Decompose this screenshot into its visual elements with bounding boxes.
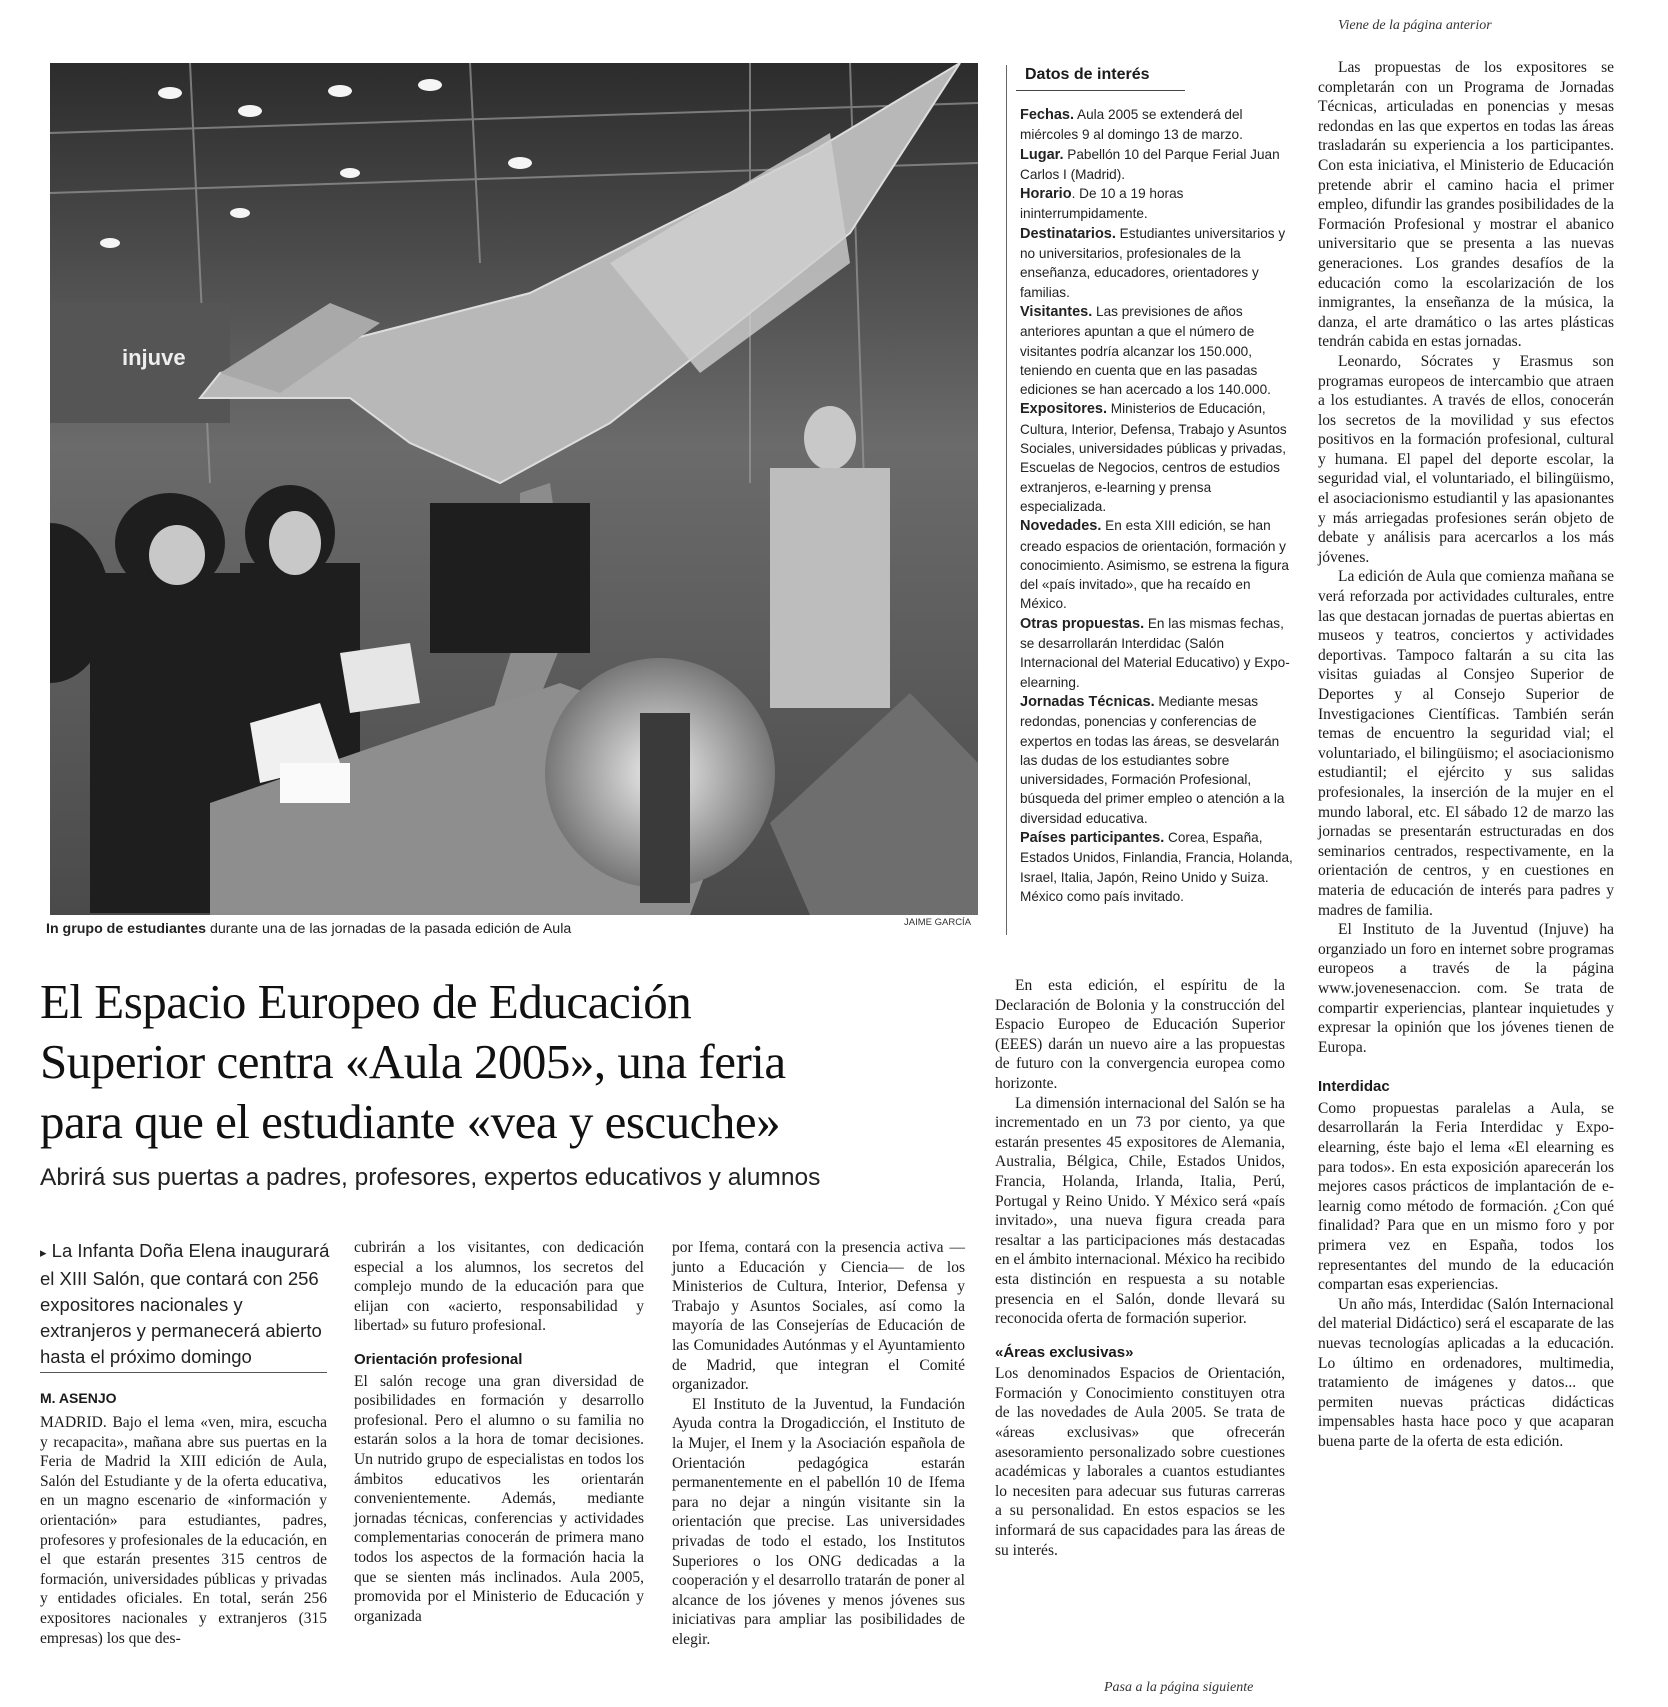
datos-entry-text: Aula 2005 se extenderá del miércoles 9 al domingo 13 de marzo.: [1020, 107, 1243, 143]
datos-entry-label: Destinatarios.: [1020, 225, 1116, 242]
bullet-icon: ▸: [40, 1245, 47, 1260]
col5-paragraph-5: Como propuestas paralelas a Aula, se desarrollarán la Feria Interdidac y Expo-elearning, éste bajo el lema «El elearning es para todos». En esta exposición aparecerán los mejores casos prácticos de implantación de e-learnig como método de formación. ¿Con qué finalidad? Para que en un mismo foro y por primera vez en España, todos los representantes del mundo de la educación compartan esas experiencias.: [1318, 1099, 1614, 1294]
lead-summary: [40, 1238, 330, 1370]
headline: [40, 972, 990, 1152]
datos-entry-text: Las previsiones de años anteriores apuntan a que el número de visitantes podría alcanzar los 150.000, teniendo en cuenta que en las pasadas ediciones se han acercado a los 140.000.: [1020, 303, 1271, 398]
datos-title: Datos de interés: [1016, 64, 1185, 91]
datos-entry: [1020, 105, 1296, 145]
continued-from-label: Viene de la página anterior: [1338, 18, 1492, 33]
continued-to-label: Pasa a la página siguiente: [1104, 1680, 1254, 1695]
datos-list: [1016, 105, 1296, 906]
col4-subheading: «Áreas exclusivas»: [995, 1343, 1134, 1361]
photo-credit: JAIME GARCÍA: [904, 917, 972, 928]
datos-entry-text: Ministerios de Educación, Cultura, Interior, Defensa, Trabajo y Asuntos Sociales, universidades públicas y privadas, Escuelas de Negocios, centros de estudios extranjeros, e-learning y prensa especializada.: [1020, 401, 1287, 514]
datos-entry-label: Visitantes.: [1020, 303, 1093, 320]
datos-entry-label: Novedades.: [1020, 518, 1102, 535]
datos-entry-text: Mediante mesas redondas, ponencias y conferencias de expertos en todas las áreas, se desvelarán las dudas de los estudiantes sobre universidades, Formación Profesional, búsqueda del primer empleo o atención a la diversidad educativa.: [1020, 693, 1285, 826]
col5-subheading: Interdidac: [1318, 1078, 1390, 1096]
datos-entry: [1020, 692, 1296, 828]
article-column-2: [354, 1238, 644, 1626]
col2-paragraph-2: El salón recoge una gran diversidad de posibilidades en formación y desarrollo profesional. Pero el alumno o su familia no estarán solos a la hora de tomar decisiones. Un nutrido grupo de especialistas en todos los ámbitos educativos les orientarán convenientemente. Además, mediante jornadas técnicas, conferencias y actividades complementarias conocerán de primera mano todos los aspectos de la formación hacia la que se sienten más inclinados. Aula 2005, promovida por el Ministerio de Educación y organizada: [354, 1372, 644, 1625]
datos-entry: [1020, 516, 1296, 613]
photo-caption: [46, 921, 571, 937]
headline-line-2: Superior centra «Aula 2005», una feria: [40, 1034, 786, 1089]
news-photo: [50, 63, 978, 915]
datos-entry-label: Horario: [1020, 186, 1072, 203]
col3-paragraph-2: El Instituto de la Juventud, la Fundación Ayuda contra la Drogadicción, el Instituto de la Mujer, el Inem y la Asociación española de Orientación pedagógica estarán permanentemente en el pabellón 10 de Ifema para no dejar a ningún visitante sin la orientación que precise. Las universidades privadas de todo el estado, los Institutos Superiores o los ONG dedicadas a la cooperación y el desarrollo tratarán de poner al alcance de los jóvenes y menos jóvenes sus iniciativas para ampliar las posibilidades de elegir.: [672, 1395, 965, 1648]
datos-entry: [1020, 184, 1296, 224]
col5-paragraph-2: Leonardo, Sócrates y Erasmus son programas europeos de intercambio que atraen a los estudiantes. A través de ellos, conocerán los secretos de la movilidad y sus efectos positivos en la formación profesional, cultural y humana. El papel del deporte escolar, la seguridad vial, el voluntariado, el bilingüismo, el asociacionismo estudiantil y las apasionantes y más arriegadas profesiones serán objeto de debate y análisis para acercarlos a los más jóvenes.: [1318, 352, 1614, 566]
photo-caption-text: durante una de las jornadas de la pasada edición de Aula: [206, 921, 572, 937]
article-column-1: [40, 1413, 327, 1648]
headline-line-3: para que el estudiante «vea y escuche»: [40, 1094, 781, 1149]
col1-paragraph: MADRID. Bajo el lema «ven, mira, escucha y recapacita», mañana abre sus puertas en la Feria de Madrid la XIII edición de Aula, Salón del Estudiante y de la oferta educativa, en un magno escenario de «información y orientación» para estudiantes, padres, profesores y profesionales de la educación, en el que estarán presentes 315 centros de formación, universidades públicas y privadas y entidades oficiales. En total, serán 256 expositores nacionales y extranjeros (315 empresas) los que des-: [40, 1414, 327, 1647]
datos-entry-text: Pabellón 10 del Parque Ferial Juan Carlos I (Madrid).: [1020, 146, 1280, 182]
col4-paragraph-1: En esta edición, el espíritu de la Declaración de Bolonia y la construcción del Espacio Europeo de Educación Superior (EEES) darán un nuevo aire a las propuestas de futuro con la convergencia europea como horizonte.: [995, 977, 1285, 1092]
col5-paragraph-1: Las propuestas de los expositores se completarán con un Programa de Jornadas Técnicas, articuladas en ponencias y mesas redondas en las que expertos en todas las áreas trasladarán su experiencia a los participantes. Con esta iniciativa, el Ministerio de Educación pretende abrir el camino hacia el primer empleo, difundir las grandes posibilidades de la Formación Profesional y mostrar el abanico universitario que se presenta a las nuevas generaciones. Los grandes desafíos de la educación como la escolarización de los inmigrantes, la enseñanza de la música, la danza, el arte dramático o las artes plásticas tendrán cabida en estas jornadas.: [1318, 59, 1614, 351]
datos-entry: [1020, 399, 1296, 516]
datos-entry-label: Países participantes.: [1020, 829, 1165, 846]
col4-paragraph-2: La dimensión internacional del Salón se ha incrementado en un 73 por ciento, ya que estarán presentes 45 expositores de Alemania, Australia, Bélgica, Chile, Estados Unidos, Francia, Holanda, Irlanda, Italia, Perú, Portugal y Reino Unido. Y México será «país invitado», una nueva figura creada para resaltar a las participaciones más destacadas en el ámbito internacional. México ha recibido esta distinción en respuesta a su notable presencia en el Salón, donde llevará su reconocida oferta de formación superior.: [995, 1094, 1285, 1328]
lead-text: La Infanta Doña Elena inaugurará el XIII Salón, que contará con 256 expositores nacionales y extranjeros y permanecerá abierto hasta el próximo domingo: [40, 1240, 330, 1367]
datos-entry-label: Lugar.: [1020, 146, 1064, 163]
datos-entry-label: Otras propuestas.: [1020, 615, 1145, 632]
column-rule: [1006, 65, 1007, 935]
datos-entry-text: . De 10 a 19 horas ininterrumpidamente.: [1020, 186, 1184, 222]
datos-entry-label: Fechas.: [1020, 107, 1074, 123]
col2-paragraph-1: cubrirán a los visitantes, con dedicación especial a los alumnos, los secretos del complejo mundo de la educación para que elijan con «acierto, responsabilidad y libertad» su futuro profesional.: [354, 1239, 644, 1335]
datos-entry-text: Corea, España, Estados Unidos, Finlandia, Francia, Holanda, Israel, Italia, Japón, Reino Unido y Suiza. México como país invitado.: [1020, 829, 1293, 904]
datos-entry-label: Expositores.: [1020, 401, 1108, 418]
datos-entry: [1020, 828, 1296, 906]
datos-entry-text: Estudiantes universitarios y no universitarios, profesionales de la enseñanza, educadores, orientadores y familias.: [1020, 225, 1286, 300]
datos-entry-text: En las mismas fechas, se desarrollarán Interdidac (Salón Internacional del Material Educativo) y Expo-elearning.: [1020, 615, 1290, 690]
col4-paragraph-3: Los denominados Espacios de Orientación, Formación y Conocimiento constituyen otra de las novedades de Aula 2005. Se trata de «áreas exclusivas» que ofrecerán asesoramiento personalizado sobre cuestiones académicas y laborales a cuantos estudiantes lo necesiten para adecuar sus futuras carreras a su personalidad. En estos espacios se les informará de sus capacidades para las áreas de su interés.: [995, 1365, 1285, 1559]
booth-sign-text: injuve: [122, 345, 186, 370]
datos-entry: [1020, 224, 1296, 302]
datos-box: [1016, 64, 1296, 906]
col5-paragraph-4: El Instituto de la Juventud (Injuve) ha organziado un foro en internet sobre programas europeos a través de la página www.jovenesenaccion. com. Se trata de compartir experiencias, plantear inquietudes y expresar la opinión que los jóvenes tienen de Europa.: [1318, 921, 1614, 1056]
datos-entry: [1020, 145, 1296, 185]
subheadline: Abrirá sus puertas a padres, profesores, expertos educativos y alumnos: [40, 1164, 821, 1191]
datos-entry: [1020, 614, 1296, 692]
article-column-3: [672, 1238, 965, 1649]
datos-entry: [1020, 302, 1296, 399]
col5-paragraph-3: La edición de Aula que comienza mañana se verá reforzada por actividades culturales, entre las que destacan jornadas de puertas abiertas en museos y teatros, conciertos y actividades deportivas. Tampoco faltarán a su cita las visitas guiadas al Consjeo Superior de Deportes y al Consejo Superior de Investigaciones Científicas. También serán temas de encuentro la seguridad vial; el voluntariado, el bilingüismo; el asociacionismo estudiantil; el ejército y sus salidas profesionales, la inserción de la mujer en el mundo laboral, etc. El sábado 12 de marzo las jornadas se presentarán estructuradas en dos seminarios centrados, respectivamente, en la orientación de centros, y en cuestiones en materia de educación de interés para padres y madres de familia.: [1318, 568, 1614, 919]
headline-line-1: El Espacio Europeo de Educación: [40, 974, 692, 1029]
article-column-5: [1318, 58, 1614, 1452]
col2-subheading: Orientación profesional: [354, 1350, 523, 1368]
article-column-4: [995, 976, 1285, 1560]
photo-caption-bold: In grupo de estudiantes: [46, 921, 207, 937]
datos-entry-text: En esta XIII edición, se han creado espacios de orientación, formación y conocimiento. Asimismo, se estrena la figura del «país invitado», que ha recaído en México.: [1020, 518, 1289, 612]
datos-entry-label: Jornadas Técnicas.: [1020, 693, 1155, 710]
col3-paragraph-1: por Ifema, contará con la presencia activa —junto a Educación y Ciencia— de los Ministerios de Cultura, Interior, Defensa y Trabajo y Asuntos Sociales, así como la mayoría de las Consejerías de Educación de las Comunidades Autónmas y el Ayuntamiento de Madrid, que integran el Comité organizador.: [672, 1239, 965, 1394]
col5-paragraph-6: Un año más, Interdidac (Salón Internacional del material Didáctico) será el escaparate de las nuevas tecnologías aplicadas a la educación. Lo último en ordenadores, multimedia, tratamiento de imágenes y datos... que permiten nuevas prácticas didácticas impensables hasta hace poco y que acaparan buena parte de la oferta de esta edición.: [1318, 1295, 1614, 1450]
lead-rule: [40, 1372, 327, 1373]
byline: M. ASENJO: [40, 1390, 117, 1406]
